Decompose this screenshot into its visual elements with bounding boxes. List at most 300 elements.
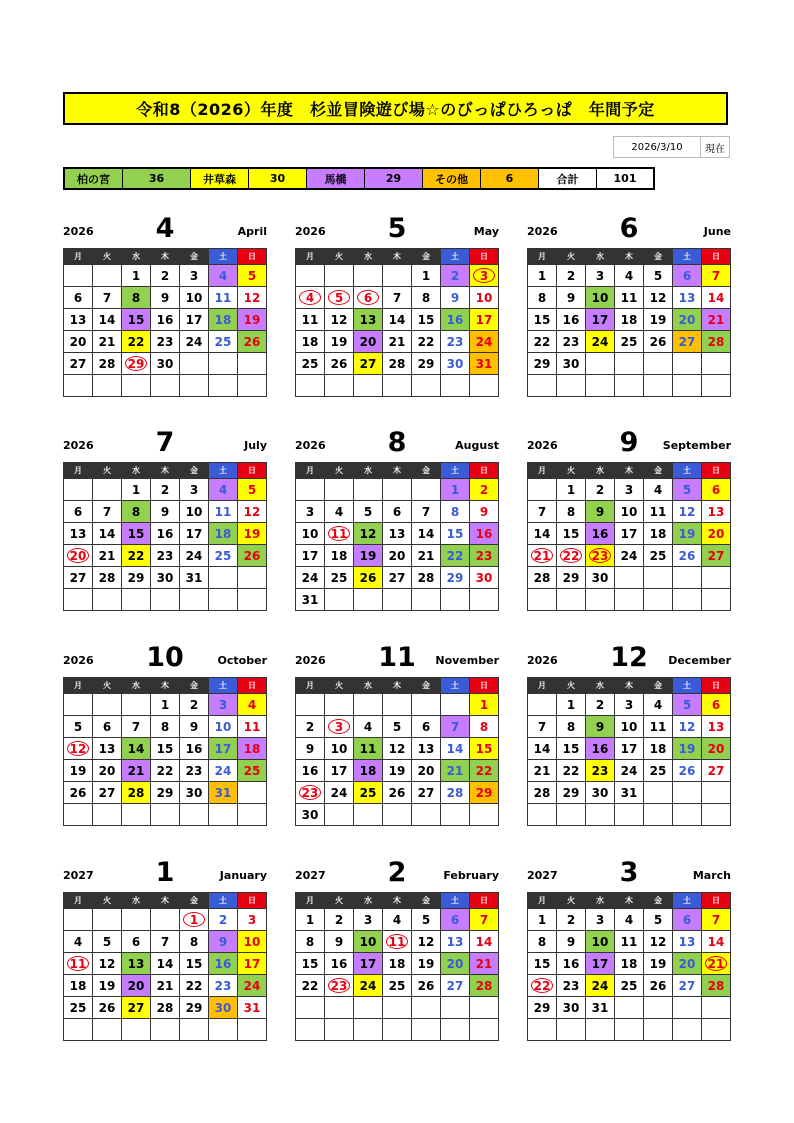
calendar-year: 2027 bbox=[63, 869, 94, 882]
empty-cell bbox=[122, 804, 151, 826]
calendar-month-name: January bbox=[219, 869, 267, 882]
weekday-header: 木 bbox=[383, 463, 412, 479]
empty-cell bbox=[93, 694, 122, 716]
day-cell: 7 bbox=[383, 287, 412, 309]
day-cell: 11 bbox=[209, 501, 238, 523]
day-cell: 21 bbox=[441, 760, 470, 782]
day-cell: 8 bbox=[151, 716, 180, 738]
summary-bar bbox=[63, 167, 655, 190]
day-cell bbox=[64, 953, 93, 975]
empty-cell bbox=[296, 479, 325, 501]
day-cell: 12 bbox=[354, 523, 383, 545]
day-cell: 1 bbox=[296, 909, 325, 931]
empty-cell bbox=[383, 375, 412, 397]
day-cell: 26 bbox=[325, 353, 354, 375]
month-calendar bbox=[295, 629, 499, 822]
day-cell: 27 bbox=[93, 782, 122, 804]
day-cell: 20 bbox=[354, 331, 383, 353]
day-cell: 19 bbox=[238, 309, 267, 331]
day-cell: 2 bbox=[441, 265, 470, 287]
summary-value-umabashi: 29 bbox=[365, 169, 423, 188]
day-cell: 1 bbox=[528, 909, 557, 931]
empty-cell bbox=[528, 804, 557, 826]
day-cell: 13 bbox=[441, 931, 470, 953]
month-calendar bbox=[295, 414, 499, 607]
day-cell: 20 bbox=[702, 523, 731, 545]
weekday-header: 木 bbox=[383, 893, 412, 909]
day-cell: 27 bbox=[702, 760, 731, 782]
day-cell: 25 bbox=[325, 567, 354, 589]
day-cell: 28 bbox=[93, 567, 122, 589]
day-cell: 15 bbox=[528, 309, 557, 331]
day-cell: 13 bbox=[702, 716, 731, 738]
day-cell: 13 bbox=[64, 309, 93, 331]
empty-cell bbox=[122, 909, 151, 931]
empty-cell bbox=[644, 804, 673, 826]
weekday-header: 土 bbox=[673, 893, 702, 909]
day-cell: 28 bbox=[528, 782, 557, 804]
day-cell: 18 bbox=[615, 309, 644, 331]
day-cell: 10 bbox=[586, 287, 615, 309]
empty-cell bbox=[238, 375, 267, 397]
calendar-month-number: 7 bbox=[155, 427, 175, 458]
empty-cell bbox=[180, 589, 209, 611]
day-cell: 8 bbox=[557, 716, 586, 738]
weekday-header: 日 bbox=[238, 678, 267, 694]
empty-cell bbox=[354, 375, 383, 397]
day-cell: 1 bbox=[412, 265, 441, 287]
empty-cell bbox=[296, 694, 325, 716]
day-cell: 4 bbox=[325, 501, 354, 523]
weekday-header: 火 bbox=[325, 678, 354, 694]
day-cell: 20 bbox=[412, 760, 441, 782]
weekday-header: 月 bbox=[296, 249, 325, 265]
empty-cell bbox=[644, 1019, 673, 1041]
day-cell: 22 bbox=[122, 545, 151, 567]
weekday-header: 水 bbox=[122, 893, 151, 909]
day-cell: 4 bbox=[209, 479, 238, 501]
day-cell: 23 bbox=[209, 975, 238, 997]
day-cell: 4 bbox=[644, 694, 673, 716]
day-cell: 19 bbox=[673, 738, 702, 760]
weekday-header: 月 bbox=[64, 463, 93, 479]
day-cell: 22 bbox=[528, 331, 557, 353]
day-cell: 1 bbox=[122, 265, 151, 287]
day-cell: 19 bbox=[238, 523, 267, 545]
empty-cell bbox=[93, 479, 122, 501]
weekday-header: 金 bbox=[180, 463, 209, 479]
day-cell: 24 bbox=[615, 760, 644, 782]
day-cell: 27 bbox=[441, 975, 470, 997]
empty-cell bbox=[412, 804, 441, 826]
day-cell: 3 bbox=[180, 265, 209, 287]
empty-cell bbox=[470, 1019, 499, 1041]
weekday-header: 土 bbox=[441, 463, 470, 479]
day-cell: 18 bbox=[209, 309, 238, 331]
weekday-header: 土 bbox=[209, 893, 238, 909]
day-cell: 15 bbox=[180, 953, 209, 975]
day-cell: 27 bbox=[64, 567, 93, 589]
calendar-year: 2026 bbox=[63, 654, 94, 667]
day-cell: 18 bbox=[383, 953, 412, 975]
day-cell: 16 bbox=[557, 953, 586, 975]
day-cell: 1 bbox=[557, 694, 586, 716]
calendar-year: 2026 bbox=[63, 225, 94, 238]
empty-cell bbox=[93, 1019, 122, 1041]
day-cell: 14 bbox=[383, 309, 412, 331]
day-cell: 7 bbox=[528, 716, 557, 738]
day-cell: 31 bbox=[470, 353, 499, 375]
day-cell: 17 bbox=[615, 738, 644, 760]
day-cell: 24 bbox=[615, 545, 644, 567]
day-cell: 12 bbox=[238, 501, 267, 523]
empty-cell bbox=[354, 479, 383, 501]
day-cell: 18 bbox=[644, 738, 673, 760]
day-cell: 13 bbox=[354, 309, 383, 331]
empty-cell bbox=[151, 804, 180, 826]
day-cell: 23 bbox=[151, 545, 180, 567]
calendar-month-name: February bbox=[443, 869, 499, 882]
holiday-circle: 11 bbox=[386, 934, 408, 949]
day-cell: 15 bbox=[528, 953, 557, 975]
day-cell: 6 bbox=[64, 287, 93, 309]
calendar-month-number: 9 bbox=[619, 427, 639, 458]
empty-cell bbox=[383, 479, 412, 501]
day-cell: 12 bbox=[644, 287, 673, 309]
day-cell: 6 bbox=[412, 716, 441, 738]
calendar-year: 2027 bbox=[295, 869, 326, 882]
day-cell: 17 bbox=[586, 953, 615, 975]
day-cell: 25 bbox=[354, 782, 383, 804]
day-cell: 6 bbox=[441, 909, 470, 931]
day-cell: 12 bbox=[383, 738, 412, 760]
day-cell: 6 bbox=[702, 479, 731, 501]
day-cell: 12 bbox=[412, 931, 441, 953]
day-cell bbox=[180, 909, 209, 931]
empty-cell bbox=[93, 804, 122, 826]
day-cell: 10 bbox=[615, 501, 644, 523]
empty-cell bbox=[412, 694, 441, 716]
day-cell: 12 bbox=[93, 953, 122, 975]
weekday-header: 金 bbox=[412, 893, 441, 909]
day-cell: 31 bbox=[586, 997, 615, 1019]
empty-cell bbox=[64, 1019, 93, 1041]
day-cell: 16 bbox=[586, 523, 615, 545]
day-cell bbox=[702, 953, 731, 975]
day-cell: 22 bbox=[151, 760, 180, 782]
day-cell: 29 bbox=[412, 353, 441, 375]
day-cell: 6 bbox=[673, 265, 702, 287]
day-cell: 8 bbox=[180, 931, 209, 953]
weekday-header: 土 bbox=[441, 893, 470, 909]
empty-cell bbox=[412, 589, 441, 611]
empty-cell bbox=[93, 589, 122, 611]
day-cell: 13 bbox=[383, 523, 412, 545]
weekday-header: 火 bbox=[557, 463, 586, 479]
empty-cell bbox=[122, 589, 151, 611]
empty-cell bbox=[238, 353, 267, 375]
day-cell: 20 bbox=[93, 760, 122, 782]
day-cell: 25 bbox=[296, 353, 325, 375]
calendar-year: 2026 bbox=[527, 654, 558, 667]
day-cell: 26 bbox=[93, 997, 122, 1019]
empty-cell bbox=[702, 804, 731, 826]
day-cell: 26 bbox=[238, 545, 267, 567]
day-cell: 18 bbox=[64, 975, 93, 997]
empty-cell bbox=[64, 909, 93, 931]
weekday-header: 日 bbox=[470, 463, 499, 479]
empty-cell bbox=[209, 375, 238, 397]
day-cell: 12 bbox=[325, 309, 354, 331]
day-cell: 8 bbox=[296, 931, 325, 953]
day-cell: 22 bbox=[296, 975, 325, 997]
day-cell: 15 bbox=[296, 953, 325, 975]
calendar-year: 2026 bbox=[527, 225, 558, 238]
day-cell: 4 bbox=[644, 479, 673, 501]
calendar-month-name: April bbox=[237, 225, 267, 238]
day-cell: 2 bbox=[296, 716, 325, 738]
day-cell: 30 bbox=[180, 782, 209, 804]
day-cell bbox=[383, 931, 412, 953]
empty-cell bbox=[325, 997, 354, 1019]
weekday-header: 金 bbox=[180, 893, 209, 909]
day-cell: 6 bbox=[93, 716, 122, 738]
day-cell: 6 bbox=[673, 909, 702, 931]
day-cell: 25 bbox=[64, 997, 93, 1019]
day-cell: 21 bbox=[702, 309, 731, 331]
empty-cell bbox=[180, 804, 209, 826]
empty-cell bbox=[354, 265, 383, 287]
day-cell: 17 bbox=[296, 545, 325, 567]
day-cell: 21 bbox=[470, 953, 499, 975]
weekday-header: 金 bbox=[180, 678, 209, 694]
day-cell: 22 bbox=[412, 331, 441, 353]
day-cell: 9 bbox=[470, 501, 499, 523]
day-cell: 3 bbox=[615, 479, 644, 501]
day-cell: 13 bbox=[122, 953, 151, 975]
empty-cell bbox=[557, 804, 586, 826]
empty-cell bbox=[180, 375, 209, 397]
weekday-header: 月 bbox=[64, 678, 93, 694]
day-cell: 14 bbox=[702, 287, 731, 309]
day-cell: 27 bbox=[702, 545, 731, 567]
empty-cell bbox=[615, 567, 644, 589]
day-cell: 16 bbox=[151, 523, 180, 545]
holiday-circle: 1 bbox=[183, 912, 205, 927]
empty-cell bbox=[702, 353, 731, 375]
weekday-header: 日 bbox=[238, 463, 267, 479]
day-cell: 21 bbox=[383, 331, 412, 353]
day-cell: 31 bbox=[238, 997, 267, 1019]
day-cell: 16 bbox=[586, 738, 615, 760]
day-cell: 5 bbox=[673, 479, 702, 501]
month-calendar bbox=[527, 844, 731, 1015]
calendar-month-number: 10 bbox=[146, 642, 184, 673]
day-cell: 1 bbox=[470, 694, 499, 716]
day-cell: 10 bbox=[238, 931, 267, 953]
weekday-header: 土 bbox=[209, 463, 238, 479]
day-cell bbox=[64, 545, 93, 567]
empty-cell bbox=[122, 375, 151, 397]
day-cell: 29 bbox=[557, 567, 586, 589]
weekday-header: 月 bbox=[528, 463, 557, 479]
calendar-month-name: March bbox=[692, 869, 731, 882]
weekday-header: 火 bbox=[93, 463, 122, 479]
day-cell: 2 bbox=[209, 909, 238, 931]
weekday-header: 水 bbox=[354, 249, 383, 265]
day-cell: 20 bbox=[702, 738, 731, 760]
empty-cell bbox=[296, 1019, 325, 1041]
day-cell: 19 bbox=[64, 760, 93, 782]
holiday-circle: 20 bbox=[67, 548, 89, 563]
day-cell: 20 bbox=[673, 309, 702, 331]
day-cell: 24 bbox=[180, 331, 209, 353]
calendar-table bbox=[527, 462, 731, 611]
calendar-month-number: 4 bbox=[155, 213, 175, 244]
weekday-header: 土 bbox=[441, 249, 470, 265]
day-cell: 27 bbox=[354, 353, 383, 375]
day-cell: 16 bbox=[180, 738, 209, 760]
day-cell: 17 bbox=[180, 523, 209, 545]
month-calendar bbox=[295, 200, 499, 371]
empty-cell bbox=[702, 567, 731, 589]
holiday-circle: 22 bbox=[560, 548, 582, 563]
day-cell: 2 bbox=[325, 909, 354, 931]
day-cell: 22 bbox=[470, 760, 499, 782]
day-cell: 10 bbox=[180, 501, 209, 523]
weekday-header: 火 bbox=[93, 893, 122, 909]
day-cell: 7 bbox=[470, 909, 499, 931]
holiday-circle: 4 bbox=[299, 290, 321, 305]
day-cell: 28 bbox=[412, 567, 441, 589]
empty-cell bbox=[702, 782, 731, 804]
day-cell: 23 bbox=[557, 331, 586, 353]
empty-cell bbox=[441, 804, 470, 826]
empty-cell bbox=[673, 375, 702, 397]
day-cell: 12 bbox=[644, 931, 673, 953]
day-cell: 17 bbox=[354, 953, 383, 975]
empty-cell bbox=[586, 804, 615, 826]
day-cell: 15 bbox=[151, 738, 180, 760]
day-cell: 10 bbox=[354, 931, 383, 953]
day-cell: 15 bbox=[470, 738, 499, 760]
day-cell: 18 bbox=[209, 523, 238, 545]
day-cell: 20 bbox=[441, 953, 470, 975]
day-cell: 4 bbox=[209, 265, 238, 287]
summary-label-total: 合計 bbox=[539, 169, 597, 188]
day-cell: 17 bbox=[180, 309, 209, 331]
summary-label-other: その他 bbox=[423, 169, 481, 188]
day-cell: 9 bbox=[586, 716, 615, 738]
day-cell: 23 bbox=[470, 545, 499, 567]
day-cell: 11 bbox=[615, 931, 644, 953]
weekday-header: 日 bbox=[470, 249, 499, 265]
empty-cell bbox=[151, 909, 180, 931]
calendar-month-number: 12 bbox=[610, 642, 648, 673]
day-cell: 10 bbox=[615, 716, 644, 738]
empty-cell bbox=[470, 589, 499, 611]
day-cell bbox=[528, 975, 557, 997]
day-cell: 19 bbox=[325, 331, 354, 353]
day-cell: 22 bbox=[557, 760, 586, 782]
day-cell: 2 bbox=[470, 479, 499, 501]
day-cell: 9 bbox=[151, 501, 180, 523]
day-cell: 26 bbox=[412, 975, 441, 997]
day-cell: 14 bbox=[93, 523, 122, 545]
day-cell: 30 bbox=[209, 997, 238, 1019]
weekday-header: 日 bbox=[702, 893, 731, 909]
summary-value-other: 6 bbox=[481, 169, 539, 188]
day-cell: 16 bbox=[296, 760, 325, 782]
weekday-header: 金 bbox=[180, 249, 209, 265]
day-cell: 19 bbox=[93, 975, 122, 997]
day-cell: 27 bbox=[673, 331, 702, 353]
empty-cell bbox=[354, 589, 383, 611]
day-cell: 19 bbox=[644, 309, 673, 331]
day-cell: 10 bbox=[586, 931, 615, 953]
day-cell: 11 bbox=[354, 738, 383, 760]
weekday-header: 日 bbox=[470, 678, 499, 694]
day-cell: 9 bbox=[151, 287, 180, 309]
day-cell: 19 bbox=[383, 760, 412, 782]
weekday-header: 金 bbox=[644, 893, 673, 909]
day-cell: 24 bbox=[296, 567, 325, 589]
day-cell: 29 bbox=[528, 997, 557, 1019]
day-cell: 11 bbox=[615, 287, 644, 309]
empty-cell bbox=[441, 694, 470, 716]
holiday-circle: 11 bbox=[328, 526, 350, 541]
day-cell: 14 bbox=[441, 738, 470, 760]
empty-cell bbox=[673, 997, 702, 1019]
day-cell bbox=[325, 523, 354, 545]
day-cell: 25 bbox=[644, 545, 673, 567]
empty-cell bbox=[209, 567, 238, 589]
calendar-month-number: 6 bbox=[619, 213, 639, 244]
day-cell: 19 bbox=[354, 545, 383, 567]
day-cell: 15 bbox=[557, 738, 586, 760]
day-cell: 4 bbox=[383, 909, 412, 931]
calendar-table bbox=[63, 248, 267, 397]
day-cell: 11 bbox=[644, 501, 673, 523]
day-cell: 26 bbox=[644, 331, 673, 353]
day-cell: 1 bbox=[557, 479, 586, 501]
day-cell: 6 bbox=[64, 501, 93, 523]
day-cell: 16 bbox=[470, 523, 499, 545]
day-cell: 30 bbox=[586, 567, 615, 589]
holiday-circle: 6 bbox=[357, 290, 379, 305]
empty-cell bbox=[151, 375, 180, 397]
calendar-month-number: 8 bbox=[387, 427, 407, 458]
day-cell: 27 bbox=[412, 782, 441, 804]
empty-cell bbox=[93, 909, 122, 931]
empty-cell bbox=[412, 997, 441, 1019]
day-cell: 9 bbox=[441, 287, 470, 309]
weekday-header: 月 bbox=[296, 678, 325, 694]
empty-cell bbox=[615, 804, 644, 826]
weekday-header: 月 bbox=[528, 249, 557, 265]
empty-cell bbox=[383, 804, 412, 826]
day-cell: 3 bbox=[586, 265, 615, 287]
empty-cell bbox=[325, 375, 354, 397]
day-cell: 2 bbox=[557, 909, 586, 931]
empty-cell bbox=[325, 804, 354, 826]
day-cell: 27 bbox=[673, 975, 702, 997]
day-cell: 8 bbox=[122, 501, 151, 523]
weekday-header: 火 bbox=[325, 249, 354, 265]
day-cell: 4 bbox=[354, 716, 383, 738]
empty-cell bbox=[151, 589, 180, 611]
day-cell: 11 bbox=[209, 287, 238, 309]
